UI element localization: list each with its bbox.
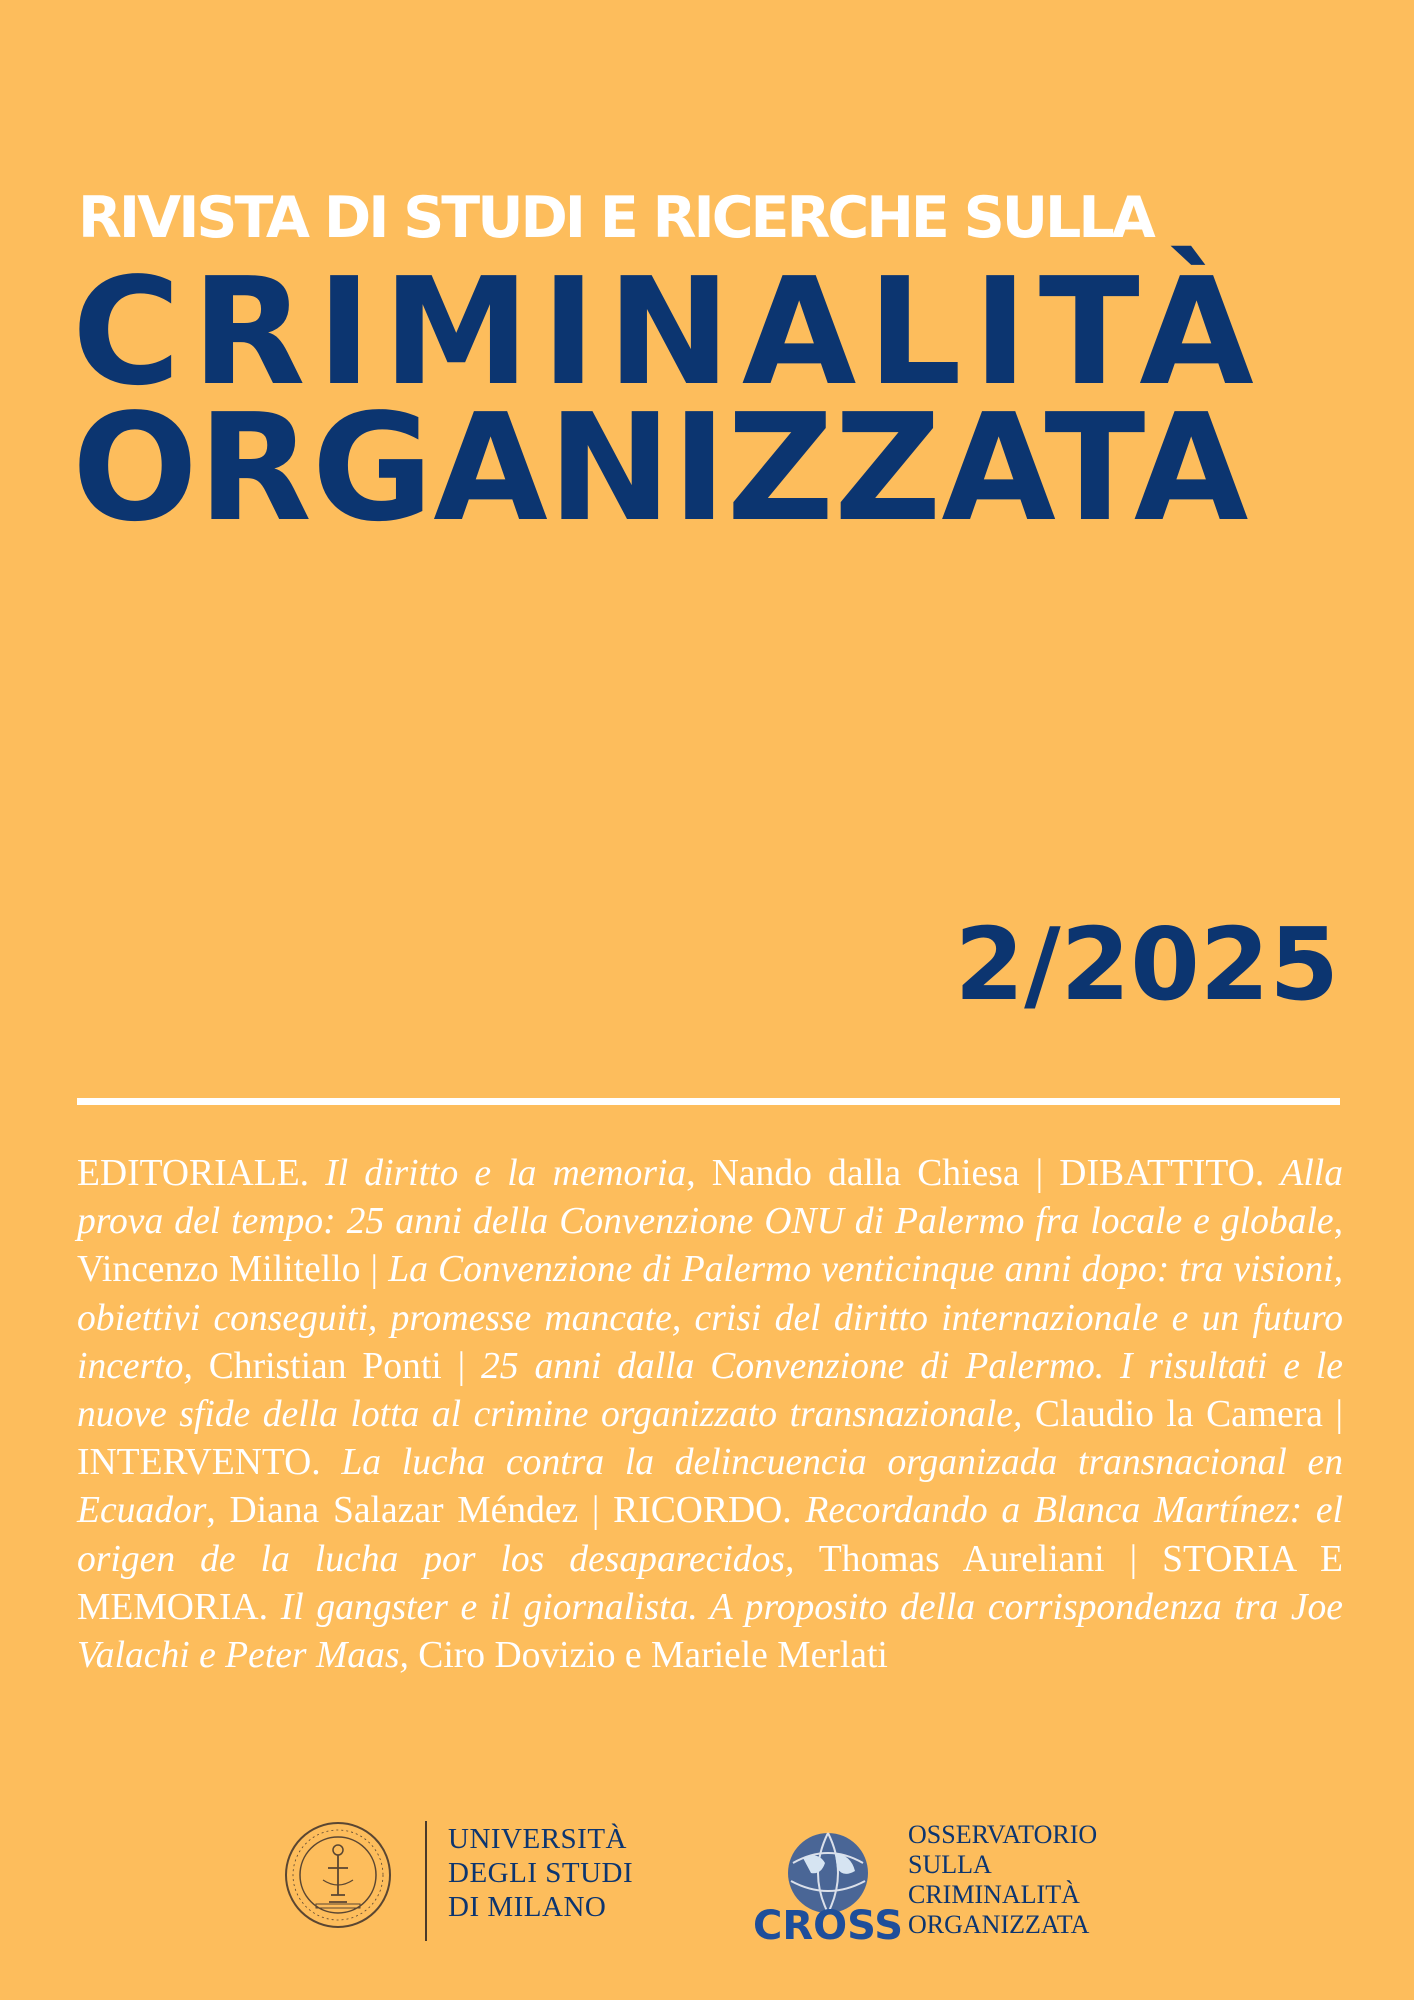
cross-wordmark: CROSS: [753, 1903, 903, 1949]
contents-text: Thomas Aureliani | STORIA E MEMORIA.: [77, 1538, 1343, 1628]
logo-bar: [0, 1805, 1414, 1985]
observatory-name: [908, 1820, 1097, 1940]
divider-line: [77, 1098, 1340, 1105]
logo-separator: [425, 1821, 427, 1941]
observatory-name-line: CRIMINALITÀ: [908, 1880, 1080, 1909]
university-name-line: DI MILANO: [448, 1891, 607, 1923]
contents-text: , Diana Salazar Méndez | RICORDO.: [206, 1490, 806, 1532]
issue-number: 2/2025: [954, 906, 1339, 1023]
university-name: [448, 1822, 633, 1924]
university-name-line: UNIVERSITÀ: [448, 1823, 627, 1855]
observatory-name-line: SULLA: [908, 1850, 992, 1879]
contents-article-title: Alla prova del tempo: 25 anni della Convenzione ONU di Palermo fra locale e globale: [77, 1153, 1343, 1243]
contents-article-title: Recordando a Blanca Martínez: el origen de la lucha por los desaparecidos,: [77, 1490, 1343, 1580]
cross-globe-logo-icon: [753, 1823, 903, 1949]
journal-title-line-1: CRIMINALITÀ: [72, 246, 1265, 418]
table-of-contents: [77, 1150, 1343, 1680]
journal-subtitle: RIVISTA DI STUDI E RICERCHE SULLA: [78, 185, 1153, 251]
contents-text: , Vincenzo Militello |: [77, 1201, 1343, 1291]
journal-title-line-2: ORGANIZZATA: [72, 382, 1249, 554]
university-seal-icon: [283, 1820, 393, 1930]
university-name-line: DEGLI STUDI: [448, 1857, 634, 1889]
contents-article-title: Il gangster e il giornalista. A proposito della corrispondenza tra Joe Valachi e Peter Maas,: [77, 1586, 1343, 1677]
contents-article-title: 25 anni dalla Convenzione di Palermo. I risultati e le nuove sfide della lotta al crimine organizzato transnazionale,: [77, 1345, 1343, 1436]
contents-article-title: Il diritto e la memoria: [325, 1153, 687, 1194]
contents-article-title: La Convenzione di Palermo venticinque anni dopo: tra visioni, obiettivi conseguiti, promesse mancate, crisi del diritto internazionale e un futuro incerto,: [77, 1249, 1343, 1387]
contents-article-title: La lucha contra la delincuencia organizada transnacional en Ecuador: [77, 1442, 1343, 1532]
contents-text: , Nando dalla Chiesa | DIBATTITO.: [686, 1153, 1281, 1194]
contents-text: Ciro Dovizio e Mariele Merlati: [408, 1635, 888, 1677]
contents-text: Claudio la Camera | INTERVENTO.: [77, 1394, 1343, 1484]
observatory-name-line: OSSERVATORIO: [908, 1820, 1098, 1849]
contents-text: Christian Ponti |: [192, 1345, 481, 1387]
contents-text: EDITORIALE.: [77, 1153, 326, 1194]
observatory-name-line: ORGANIZZATA: [908, 1910, 1090, 1939]
